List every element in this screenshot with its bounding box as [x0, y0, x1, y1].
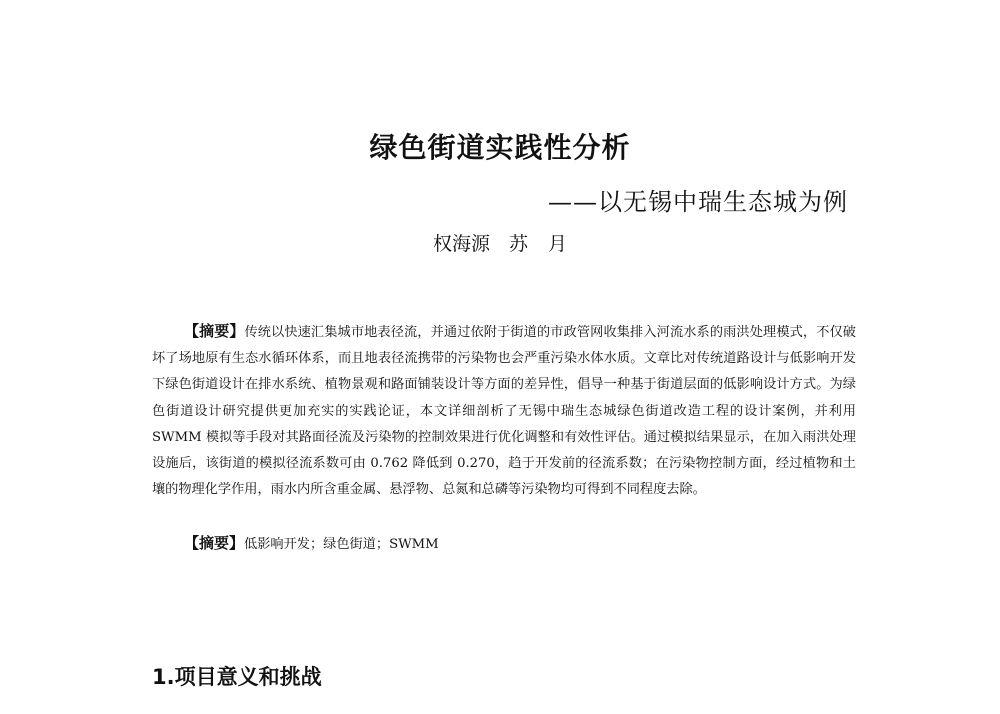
abstract-text: 传统以快速汇集城市地表径流，并通过依附于街道的市政管网收集排入河流水系的雨洪处理模式，不仅破坏了场地原有生态水循环体系，而且地表径流携带的污染物也会严重污染水体水质。文章比对传统道路设计与低影响开发下绿色街道设计在排水系统、植物景观和路面铺装设计等方面的差异性，倡导一种基于街道层面的低影响设计方式。为绿色街道设计研究提供更加充实的实践论证，本文详细剖析了无锡中瑞生态城绿色街道改造工程的设计案例，并利用 SWMM 模拟等手段对其路面径流及污染物的控制效果进行优化调整和有效性评估。通过模拟结果显示，在加入雨洪处理设施后，该街道的模拟径流系数可由 0.762 降低到 0.270，趋于开发前的径流系数；在污染物控制方面，经过植物和土壤的物理化学作用，雨水内所含重金属、悬浮物、总氮和总磷等污染物均可得到不同程度去除。 [152, 325, 856, 498]
document-authors: 权海源 苏 月 [432, 233, 568, 255]
section-heading: 1.项目意义和挑战 [152, 665, 322, 689]
document-title: 绿色街道实践性分析 [369, 131, 631, 164]
keywords-label: 【摘要】 [184, 534, 245, 552]
abstract-paragraph [152, 318, 856, 503]
document-subtitle: ——以无锡中瑞生态城为例 [548, 188, 848, 216]
keywords-text: 低影响开发；绿色街道；SWMM [244, 537, 439, 552]
abstract-label: 【摘要】 [184, 322, 245, 340]
keywords-line [184, 530, 439, 558]
